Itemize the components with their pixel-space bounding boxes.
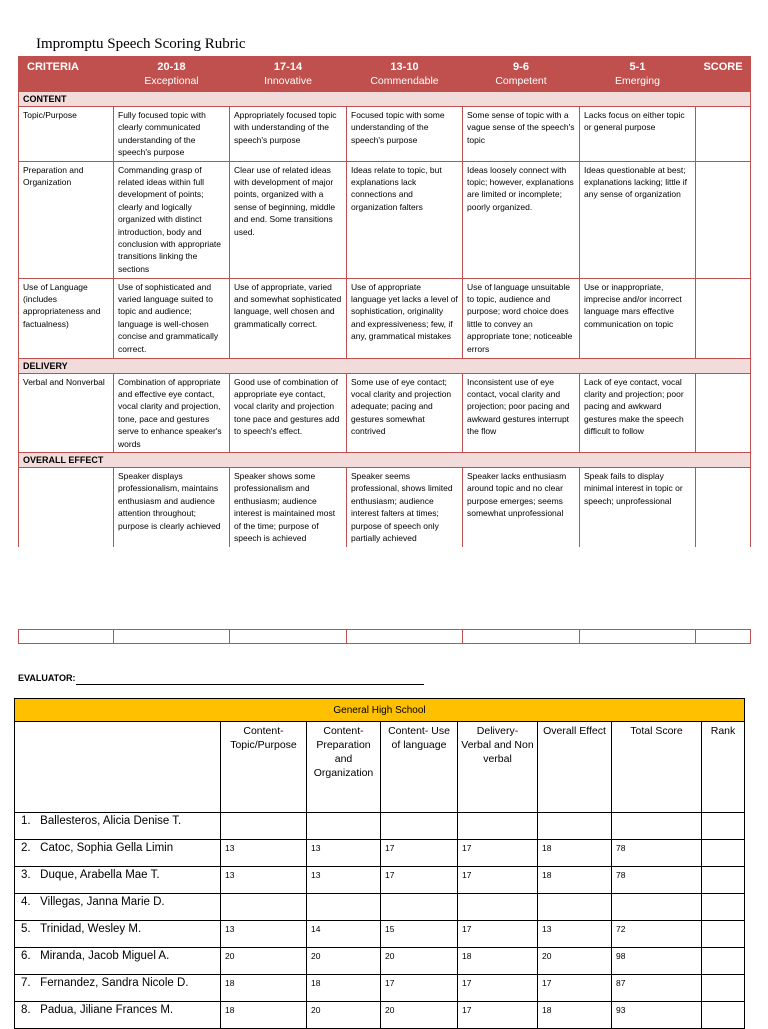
score-delivery[interactable]: 17 bbox=[458, 975, 538, 1002]
blank-row bbox=[19, 630, 751, 644]
score-overall[interactable] bbox=[538, 813, 612, 840]
descriptor-cell: Speaker lacks enthusiasm around topic and no clear purpose emerges; seems somewhat unprofessional bbox=[463, 468, 580, 547]
descriptor-cell: Speaker displays professionalism, maintains enthusiasm and audience attention throughout; purpose is clearly achieved bbox=[114, 468, 230, 547]
rubric-row-overall bbox=[19, 468, 751, 547]
score-preparation[interactable]: 20 bbox=[307, 1002, 381, 1029]
level-label: Emerging bbox=[615, 75, 660, 87]
descriptor-cell: Use or inappropriate, imprecise and/or incorrect language mars effective communication on topic bbox=[580, 278, 696, 358]
rubric-row-preparation bbox=[19, 161, 751, 278]
score-total[interactable] bbox=[612, 894, 702, 921]
blank-cell[interactable] bbox=[580, 630, 696, 644]
score-overall[interactable]: 18 bbox=[538, 867, 612, 894]
section-row-delivery bbox=[19, 358, 751, 373]
score-language[interactable]: 17 bbox=[381, 867, 458, 894]
evaluator-label: EVALUATOR: bbox=[18, 673, 76, 683]
score-language[interactable]: 17 bbox=[381, 840, 458, 867]
descriptor-cell: Commanding grasp of related ideas within full development of points; clearly and logically organized with distinct introduction, body and conclusion with appropriate transitions linking the sections bbox=[114, 161, 230, 278]
descriptor-cell: Clear use of related ideas with development of major points, organized with a sense of beginning, middle and end. Some transitions used. bbox=[230, 161, 347, 278]
rubric-table bbox=[18, 56, 751, 547]
descriptor-cell: Use of language unsuitable to topic, audience and purpose; word choice does little to convey an appropriate tone; noticeable errors bbox=[463, 278, 580, 358]
descriptor-cell: Speak fails to display minimal interest in topic or speech; unprofessional bbox=[580, 468, 696, 547]
column-header-delivery: Delivery- Verbal and Non verbal bbox=[458, 722, 538, 813]
document-title: Impromptu Speech Scoring Rubric bbox=[36, 36, 246, 52]
criterion-cell: Use of Language (includes appropriateness and factualness) bbox=[19, 278, 114, 358]
score-language[interactable]: 20 bbox=[381, 1002, 458, 1029]
section-label: CONTENT bbox=[19, 92, 751, 107]
score-topic[interactable]: 20 bbox=[221, 948, 307, 975]
score-rank[interactable] bbox=[702, 840, 745, 867]
blank-cell[interactable] bbox=[347, 630, 463, 644]
column-header-name bbox=[15, 722, 221, 813]
score-overall[interactable]: 18 bbox=[538, 1002, 612, 1029]
score-topic[interactable]: 18 bbox=[221, 975, 307, 1002]
score-cell[interactable] bbox=[696, 107, 751, 162]
student-name: 6. Miranda, Jacob Miguel A. bbox=[15, 948, 221, 975]
student-name: 1. Ballesteros, Alicia Denise T. bbox=[15, 813, 221, 840]
rubric-row-topic bbox=[19, 107, 751, 162]
level-label: Innovative bbox=[264, 75, 312, 87]
column-header-rank: Rank bbox=[702, 722, 745, 813]
score-language[interactable] bbox=[381, 894, 458, 921]
criterion-cell bbox=[19, 468, 114, 547]
descriptor-cell: Some sense of topic with a vague sense of the speech's topic bbox=[463, 107, 580, 162]
student-name: 3. Duque, Arabella Mae T. bbox=[15, 867, 221, 894]
blank-cell[interactable] bbox=[463, 630, 580, 644]
score-topic[interactable] bbox=[221, 813, 307, 840]
score-header: SCORE bbox=[696, 57, 751, 92]
score-language[interactable]: 17 bbox=[381, 975, 458, 1002]
level-label: Commendable bbox=[370, 75, 439, 87]
blank-cell[interactable] bbox=[230, 630, 347, 644]
score-preparation[interactable]: 14 bbox=[307, 921, 381, 948]
descriptor-cell: Use of appropriate, varied and somewhat sophisticated language, well chosen and grammatically correct. bbox=[230, 278, 347, 358]
level-header-exceptional bbox=[114, 57, 230, 92]
blank-cell[interactable] bbox=[696, 630, 751, 644]
level-range: 13-10 bbox=[390, 61, 419, 73]
student-row bbox=[15, 894, 745, 921]
score-delivery[interactable]: 17 bbox=[458, 840, 538, 867]
section-row-content bbox=[19, 92, 751, 107]
score-overall[interactable]: 13 bbox=[538, 921, 612, 948]
descriptor-cell: Use of appropriate language yet lacks a level of sophistication, originality and expressiveness; few, if any, grammatical mistakes bbox=[347, 278, 463, 358]
score-preparation[interactable]: 18 bbox=[307, 975, 381, 1002]
level-header-innovative bbox=[230, 57, 347, 92]
descriptor-cell: Lack of eye contact, vocal clarity and projection; poor pacing and awkward gestures make the speech difficult to follow bbox=[580, 373, 696, 452]
descriptor-cell: Combination of appropriate and effective eye contact, vocal clarity and projection, tone, pace and gestures serve to enhance speaker's words bbox=[114, 373, 230, 452]
score-language[interactable]: 15 bbox=[381, 921, 458, 948]
student-row bbox=[15, 948, 745, 975]
section-row-overall bbox=[19, 453, 751, 468]
score-sheet-table bbox=[14, 698, 745, 1029]
student-row bbox=[15, 813, 745, 840]
level-range: 17-14 bbox=[273, 61, 303, 73]
level-header-commendable bbox=[347, 57, 463, 92]
descriptor-cell: Use of sophisticated and varied language suited to topic and audience; language is well-chosen concise and grammatically correct. bbox=[114, 278, 230, 358]
column-header-overall: Overall Effect bbox=[538, 722, 612, 813]
descriptor-cell: Lacks focus on either topic or general purpose bbox=[580, 107, 696, 162]
descriptor-cell: Ideas loosely connect with topic; however, explanations are limited or incomplete; poorly organized. bbox=[463, 161, 580, 278]
school-name: General High School bbox=[15, 699, 745, 722]
score-overall[interactable]: 17 bbox=[538, 975, 612, 1002]
score-total[interactable]: 87 bbox=[612, 975, 702, 1002]
score-preparation[interactable] bbox=[307, 813, 381, 840]
student-name: 8. Padua, Jiliane Frances M. bbox=[15, 1002, 221, 1029]
blank-cell[interactable] bbox=[19, 630, 114, 644]
section-label: DELIVERY bbox=[19, 358, 751, 373]
score-language[interactable]: 20 bbox=[381, 948, 458, 975]
descriptor-cell: Speaker shows some professionalism and enthusiasm; audience interest is maintained most of the time; purpose of speech is achieved bbox=[230, 468, 347, 547]
column-header-topic: Content- Topic/Purpose bbox=[221, 722, 307, 813]
score-cell[interactable] bbox=[696, 278, 751, 358]
blank-cell[interactable] bbox=[114, 630, 230, 644]
score-delivery[interactable]: 17 bbox=[458, 1002, 538, 1029]
score-delivery[interactable] bbox=[458, 813, 538, 840]
student-row bbox=[15, 867, 745, 894]
descriptor-cell: Fully focused topic with clearly communicated understanding of the speech's purpose bbox=[114, 107, 230, 162]
level-range: 9-6 bbox=[513, 61, 529, 73]
level-range: 5-1 bbox=[629, 61, 646, 73]
score-delivery[interactable]: 18 bbox=[458, 948, 538, 975]
rubric-header-row bbox=[19, 57, 751, 92]
student-row bbox=[15, 975, 745, 1002]
section-label: OVERALL EFFECT bbox=[19, 453, 751, 468]
rubric-row-language bbox=[19, 278, 751, 358]
score-overall[interactable]: 20 bbox=[538, 948, 612, 975]
level-label: Competent bbox=[495, 75, 547, 87]
score-total[interactable]: 78 bbox=[612, 867, 702, 894]
score-topic[interactable]: 18 bbox=[221, 1002, 307, 1029]
score-cell[interactable] bbox=[696, 373, 751, 452]
score-preparation[interactable]: 13 bbox=[307, 840, 381, 867]
level-label: Exceptional bbox=[144, 75, 199, 87]
descriptor-cell: Inconsistent use of eye contact, vocal clarity and projection; poor pacing and awkward gestures interrupt the flow bbox=[463, 373, 580, 452]
criteria-header: CRITERIA bbox=[19, 57, 114, 92]
student-name: 7. Fernandez, Sandra Nicole D. bbox=[15, 975, 221, 1002]
descriptor-cell: Some use of eye contact; vocal clarity and projection adequate; pacing and gestures somewhat contrived bbox=[347, 373, 463, 452]
criterion-cell: Verbal and Nonverbal bbox=[19, 373, 114, 452]
score-delivery[interactable] bbox=[458, 894, 538, 921]
descriptor-cell: Good use of combination of appropriate eye contact, vocal clarity and projection tone pace and gestures add to speech's effect. bbox=[230, 373, 347, 452]
student-name: 2. Catoc, Sophia Gella Limin bbox=[15, 840, 221, 867]
score-preparation[interactable] bbox=[307, 894, 381, 921]
level-header-emerging bbox=[580, 57, 696, 92]
score-topic[interactable]: 13 bbox=[221, 840, 307, 867]
descriptor-cell: Focused topic with some understanding of the speech's purpose bbox=[347, 107, 463, 162]
student-name: 5. Trinidad, Wesley M. bbox=[15, 921, 221, 948]
column-header-preparation: Content- Preparation and Organization bbox=[307, 722, 381, 813]
score-topic[interactable] bbox=[221, 894, 307, 921]
score-rank[interactable] bbox=[702, 921, 745, 948]
score-total[interactable]: 93 bbox=[612, 1002, 702, 1029]
student-name: 4. Villegas, Janna Marie D. bbox=[15, 894, 221, 921]
score-delivery[interactable]: 17 bbox=[458, 921, 538, 948]
evaluator-signature-line[interactable] bbox=[76, 684, 424, 685]
score-columns-row bbox=[15, 722, 745, 813]
criterion-cell: Topic/Purpose bbox=[19, 107, 114, 162]
level-header-competent bbox=[463, 57, 580, 92]
student-row bbox=[15, 921, 745, 948]
score-rank[interactable] bbox=[702, 1002, 745, 1029]
column-header-language: Content- Use of language bbox=[381, 722, 458, 813]
score-rank[interactable] bbox=[702, 813, 745, 840]
score-topic[interactable]: 13 bbox=[221, 867, 307, 894]
score-overall[interactable] bbox=[538, 894, 612, 921]
rubric-row-verbal bbox=[19, 373, 751, 452]
score-preparation[interactable]: 20 bbox=[307, 948, 381, 975]
score-total[interactable]: 72 bbox=[612, 921, 702, 948]
score-rank[interactable] bbox=[702, 948, 745, 975]
score-total[interactable]: 78 bbox=[612, 840, 702, 867]
score-language[interactable] bbox=[381, 813, 458, 840]
score-cell[interactable] bbox=[696, 468, 751, 547]
score-rank[interactable] bbox=[702, 894, 745, 921]
rubric-blank-row bbox=[18, 629, 751, 644]
descriptor-cell: Appropriately focused topic with understanding of the speech's purpose bbox=[230, 107, 347, 162]
score-rank[interactable] bbox=[702, 975, 745, 1002]
score-cell[interactable] bbox=[696, 161, 751, 278]
score-topic[interactable]: 13 bbox=[221, 921, 307, 948]
column-header-total: Total Score bbox=[612, 722, 702, 813]
score-preparation[interactable]: 13 bbox=[307, 867, 381, 894]
descriptor-cell: Ideas relate to topic, but explanations lack connections and organization falters bbox=[347, 161, 463, 278]
score-rank[interactable] bbox=[702, 867, 745, 894]
score-delivery[interactable]: 17 bbox=[458, 867, 538, 894]
level-range: 20-18 bbox=[157, 61, 186, 73]
descriptor-cell: Ideas questionable at best; explanations lacking; little if any sense of organization bbox=[580, 161, 696, 278]
criterion-cell: Preparation and Organization bbox=[19, 161, 114, 278]
score-overall[interactable]: 18 bbox=[538, 840, 612, 867]
student-row bbox=[15, 1002, 745, 1029]
score-total[interactable]: 98 bbox=[612, 948, 702, 975]
descriptor-cell: Speaker seems professional, shows limited enthusiasm; audience interest falters at times; purpose of speech only partially achieved bbox=[347, 468, 463, 547]
school-header-row bbox=[15, 699, 745, 722]
student-row bbox=[15, 840, 745, 867]
score-total[interactable] bbox=[612, 813, 702, 840]
